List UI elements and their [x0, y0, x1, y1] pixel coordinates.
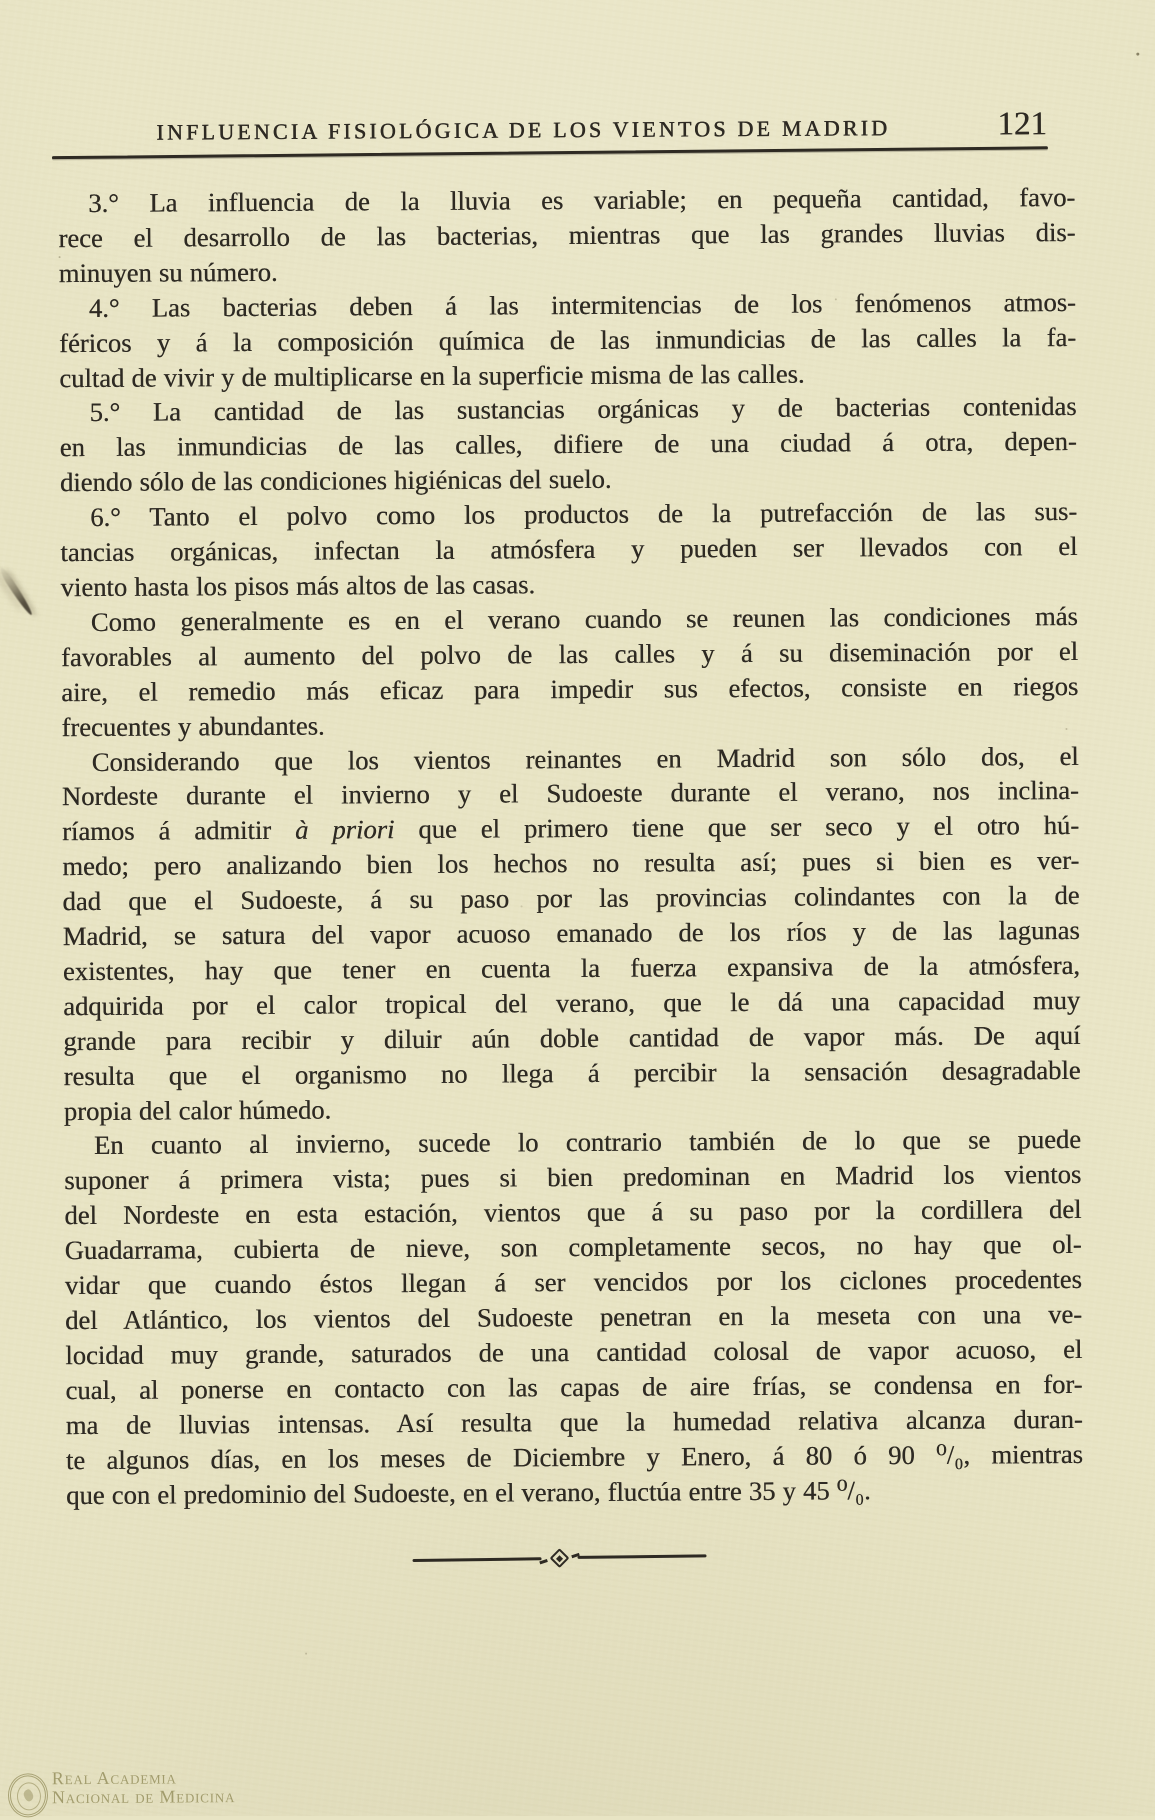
text-line: tancias orgánicas, infectan la atmósfera y pueden ser llevados con el	[60, 529, 1077, 570]
paragraph	[59, 389, 1077, 500]
text-line: propia del calor húmedo.	[64, 1087, 1081, 1128]
text-line: Nordeste durante el invierno y el Sudoeste durante el verano, nos inclina-	[62, 773, 1079, 814]
text-line: minuyen su número.	[59, 250, 1076, 291]
text-line: locidad muy grande, saturados de una cantidad colosal de vapor acuoso, el	[65, 1332, 1082, 1373]
text-line: grande para recibir y diluir aún doble cantidad de vapor más. De aquí	[63, 1018, 1080, 1059]
paragraph	[58, 180, 1076, 291]
text-line: ríamos á admitir à priori que el primero tiene que ser seco y el otro hú-	[62, 808, 1079, 849]
text-line: medo; pero analizando bien los hechos no resulta así; pues si bien es ver-	[62, 843, 1079, 884]
paper-speck	[305, 1653, 307, 1655]
text-line: Madrid, se satura del vapor acuoso emanado de los ríos y de las lagunas	[63, 913, 1080, 954]
text-line: suponer á primera vista; pues si bien predominan en Madrid los vientos	[64, 1157, 1081, 1198]
text-line: ma de lluvias intensas. Así resulta que la humedad relativa alcanza duran-	[66, 1402, 1083, 1443]
text-line: cual, al ponerse en contacto con las capas de aire frías, se condensa en for-	[65, 1367, 1082, 1408]
text-line: diendo sólo de las condiciones higiénicas del suelo.	[60, 459, 1077, 500]
paragraph	[60, 494, 1078, 605]
text-line: resulta que el organismo no llega á percibir la sensación desagradable	[63, 1053, 1080, 1094]
paper-speck	[521, 905, 523, 907]
text-line: vidar que cuando éstos llegan á ser vencidos por los ciclones procedentes	[65, 1262, 1082, 1303]
text-line: del Nordeste en esta estación, vientos que á su paso por la cordillera del	[64, 1192, 1081, 1233]
paper-speck	[1136, 53, 1139, 56]
text-line: que con el predominio del Sudoeste, en el verano, fluctúa entre 35 y 45 ⁰/₀.	[66, 1471, 1083, 1512]
text-line: te algunos días, en los meses de Diciembre y Enero, á 80 ó 90 ⁰/₀, mientras	[66, 1437, 1083, 1478]
body-text	[58, 180, 1083, 1513]
text-line: Considerando que los vientos reinantes en Madrid son sólo dos, el	[62, 738, 1079, 779]
text-line: 5.° La cantidad de las sustancias orgánicas y de bacterias contenidas	[59, 389, 1076, 430]
text-line: frecuentes y abundantes.	[61, 704, 1078, 745]
text-line: existentes, hay que tener en cuenta la fuerza expansiva de la atmósfera,	[63, 948, 1080, 989]
section-divider	[412, 1546, 706, 1570]
pen-mark	[0, 566, 34, 617]
stamp-line-2: Nacional de Medicina	[52, 1786, 352, 1807]
text-line: en las inmundicias de las calles, difiere de una ciudad á otra, depen-	[60, 424, 1077, 465]
text-line: 3.° La influencia de la lluvia es variable; en pequeña cantidad, favo-	[58, 180, 1075, 221]
paper-speck	[59, 256, 61, 258]
paragraph	[61, 599, 1079, 745]
text-line: féricos y á la composición química de las inmundicias de las calles la fa-	[59, 320, 1076, 361]
text-line: 6.° Tanto el polvo como los productos de la putrefacción de las sus-	[60, 494, 1077, 535]
text-line: viento hasta los pisos más altos de las casas.	[60, 564, 1077, 605]
paragraph	[64, 1122, 1083, 1512]
paper-speck	[835, 298, 837, 300]
stamp-line-1: Real Academia	[52, 1767, 352, 1788]
text-line: Guadarrama, cubierta de nieve, son completamente secos, no hay que ol-	[65, 1227, 1082, 1268]
text-line: del Atlántico, los vientos del Sudoeste penetran en la meseta con una ve-	[65, 1297, 1082, 1338]
text-line: rece el desarrollo de las bacterias, mientras que las grandes lluvias dis-	[58, 215, 1075, 256]
paper-speck	[1065, 728, 1067, 730]
text-line: Como generalmente es en el verano cuando se reunen las condiciones más	[61, 599, 1078, 640]
page-number: 121	[997, 108, 1047, 141]
wreath-seal-icon	[8, 1773, 48, 1817]
text-line: dad que el Sudoeste, á su paso por las provincias colindantes con la de	[62, 878, 1079, 919]
page-title: INFLUENCIA FISIOLÓGICA DE LOS VIENTOS DE MADRID	[0, 113, 1151, 146]
divider-line-right	[578, 1555, 707, 1560]
paragraph	[62, 738, 1081, 1128]
text-line: favorables al aumento del polvo de las calles y á su diseminación por el	[61, 634, 1078, 675]
diamond-knot-icon	[541, 1547, 577, 1569]
text-line: En cuanto al invierno, sucede lo contrario también de lo que se puede	[64, 1122, 1081, 1163]
text-line: cultad de vivir y de multiplicarse en la superficie misma de las calles.	[59, 354, 1076, 395]
paragraph	[59, 285, 1077, 396]
text-line: aire, el remedio más eficaz para impedir sus efectos, consiste en riegos	[61, 669, 1078, 710]
divider-line-left	[413, 1558, 542, 1563]
stamp-text	[52, 1767, 352, 1807]
text-line: adquirida por el calor tropical del verano, que le dá una capacidad muy	[63, 983, 1080, 1024]
text-line: 4.° Las bacterias deben á las intermitencias de los fenómenos atmos-	[59, 285, 1076, 326]
